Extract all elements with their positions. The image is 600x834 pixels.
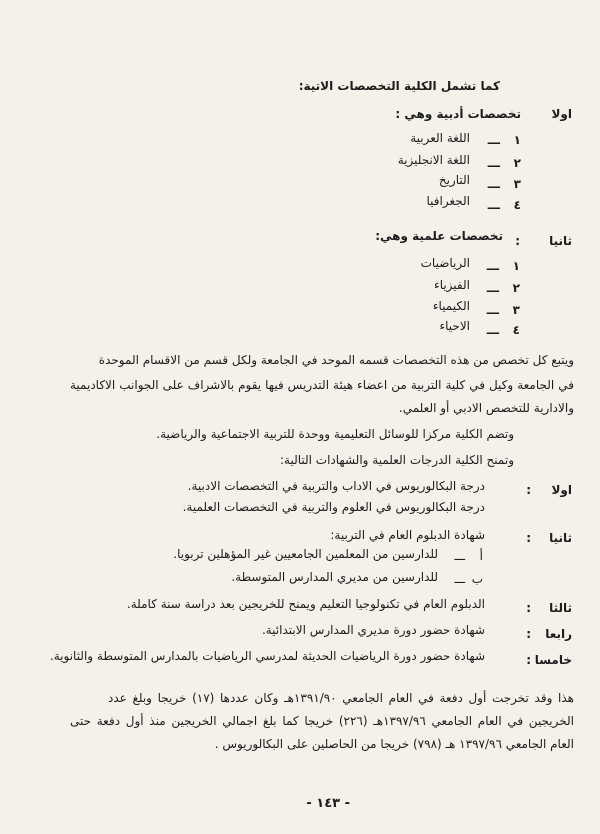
paragraph-line: والادارية للتخصص الادبي أو العلمي. — [398, 401, 574, 415]
degree-second-dash: ـــ — [454, 572, 465, 586]
section-second-label: ثانيا — [549, 234, 572, 248]
degree-second-mark: ب — [471, 572, 483, 586]
page-number: - ١٤٣ - — [306, 796, 350, 811]
lit-item-num: ٤ — [513, 198, 521, 212]
degree-third-colon: : — [526, 601, 531, 615]
degree-fifth-text: شهادة حضور دورة الرياضيات الحديثة لمدرسي الرياضيات بالمدارس المتوسطة والثانوية. — [49, 649, 485, 663]
paragraph-line: في الجامعة وكيل في كلية التربية من اعضاء هيئة التدريس فيها يقوم بالاشراف على الجوانب الاكاديمية — [70, 378, 574, 392]
degree-fourth-colon: : — [526, 627, 531, 641]
degree-second-dash: ـــ — [454, 549, 465, 563]
degree-second-item: للدارسين من المعلمين الجامعيين غير المؤهلين تربويا. — [173, 547, 438, 561]
sci-item-dash: ـــ — [486, 259, 499, 273]
degree-third-text: الدبلوم العام في تكنولوجيا التعليم ويمنح للخريجين بعد دراسة سنة كاملة. — [126, 597, 485, 611]
degree-fifth-label: خامسا — [534, 653, 572, 667]
graduates-line: العام الجامعي ١٣٩٧/٩٦ هـ (٧٩٨) خريجا من الحاصلين على البكالوريوس . — [214, 737, 574, 751]
sci-item-num: ٤ — [512, 323, 520, 337]
paragraph-line: ويتبع كل تخصص من هذه التخصصات قسمه الموحد في الجامعة ولكل قسم من الاقسام الموحدة — [98, 353, 574, 367]
degree-second-colon: : — [526, 531, 531, 545]
intro-text: كما تشمل الكلية التخصصات الاتية: — [298, 79, 500, 93]
degree-second-heading: شهادة الدبلوم العام في التربية: — [330, 528, 485, 542]
sci-item-text: الفيزياء — [434, 278, 470, 292]
lit-item-num: ١ — [513, 133, 521, 147]
section-second-heading: تخصصات علمية وهي: — [375, 229, 503, 243]
section-second-colon: : — [515, 234, 520, 248]
degree-fourth-label: رابعا — [545, 627, 572, 641]
sci-item-num: ١ — [512, 259, 520, 273]
section-first-label: اولا — [551, 107, 572, 121]
degree-first-colon: : — [526, 483, 531, 497]
degree-first-label: اولا — [551, 483, 572, 497]
lit-item-dash: ـــ — [487, 156, 500, 170]
sci-item-num: ٣ — [512, 303, 520, 317]
graduates-line: الخريجين في العام الجامعي ١٣٩٧/٩٦هـ (٢٢٦) خريجا كما بلغ اجمالي الخريجين منذ أول دفعة حتى — [70, 714, 575, 728]
graduates-line: هذا وقد تخرجت أول دفعة في العام الجامعي ١٣٩١/٩٠هـ وكان عددها (١٧) خريجا وبلغ عدد — [108, 691, 574, 705]
degree-fifth-colon: : — [526, 653, 531, 667]
lit-item-dash: ـــ — [487, 198, 500, 212]
lit-item-dash: ـــ — [487, 133, 500, 147]
paragraph-centers: وتضم الكلية مركزا للوسائل التعليمية ووحدة للتربية الاجتماعية والرياضية. — [156, 427, 514, 441]
degree-third-label: ثالثا — [549, 601, 572, 615]
degree-second-item: للدارسين من مديري المدارس المتوسطة. — [231, 570, 438, 584]
lit-item-num: ٣ — [513, 177, 521, 191]
section-first-heading: تخصصات أدبية وهي : — [395, 107, 521, 121]
lit-item-text: اللغة الانجليزية — [397, 153, 470, 167]
lit-item-text: الجغرافيا — [426, 194, 470, 208]
paragraph-degrees-intro: وتمنح الكلية الدرجات العلمية والشهادات التالية: — [279, 453, 514, 467]
lit-item-text: اللغة العربية — [410, 131, 470, 145]
sci-item-text: الكيمياء — [432, 299, 470, 313]
sci-item-text: الرياضيات — [420, 256, 470, 270]
lit-item-num: ٢ — [513, 156, 521, 170]
degree-second-mark: أ — [479, 549, 483, 563]
sci-item-text: الاحياء — [439, 319, 470, 333]
lit-item-dash: ـــ — [487, 177, 500, 191]
sci-item-dash: ـــ — [486, 281, 499, 295]
sci-item-dash: ـــ — [486, 303, 499, 317]
degree-fourth-text: شهادة حضور دورة مديري المدارس الابتدائية. — [261, 623, 485, 637]
lit-item-text: التاريخ — [438, 173, 470, 187]
degree-first-line: درجة البكالوريوس في الاداب والتربية في التخصصات الادبية. — [187, 479, 485, 493]
sci-item-num: ٢ — [512, 281, 520, 295]
degree-first-line: درجة البكالوريوس في العلوم والتربية في التخصصات العلمية. — [182, 500, 485, 514]
sci-item-dash: ـــ — [486, 323, 499, 337]
degree-second-label: ثانيا — [549, 531, 572, 545]
